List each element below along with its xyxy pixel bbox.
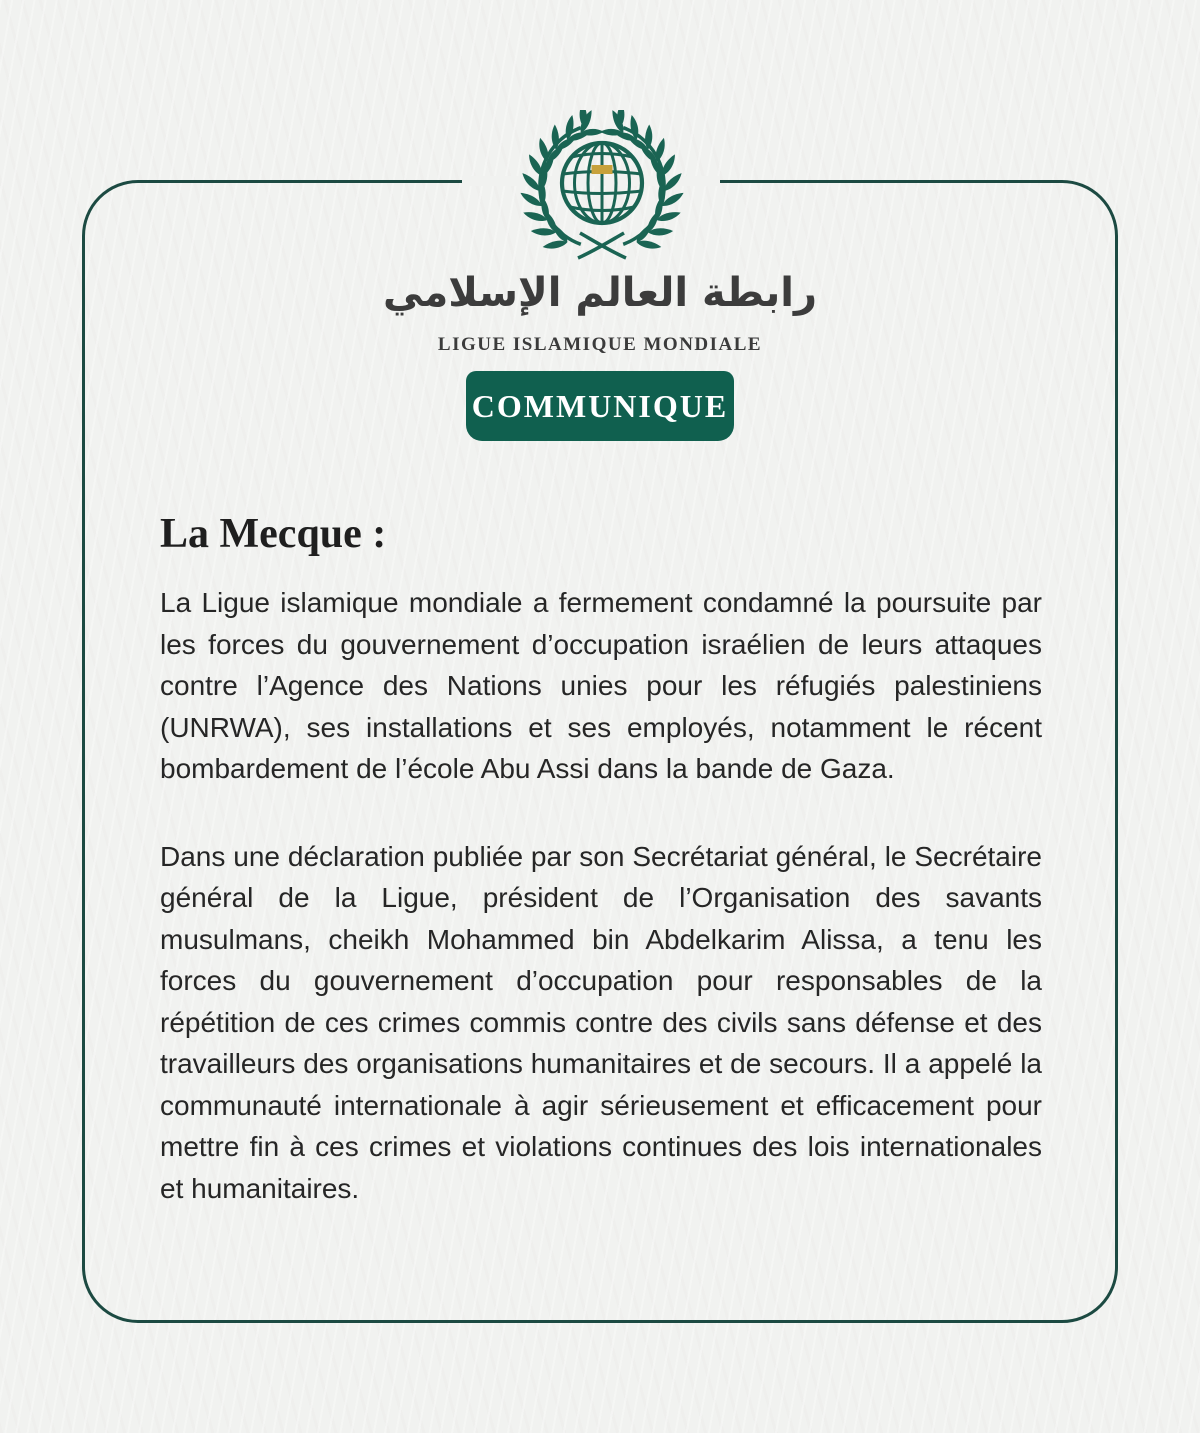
arabic-org-name: رابطة العالم الإسلامي (383, 270, 817, 316)
dateline-heading: La Mecque : (160, 511, 387, 557)
communique-banner-label: COMMUNIQUE (471, 387, 729, 424)
communique-banner (466, 371, 734, 441)
article-paragraph-2: Dans une déclaration publiée par son Secrétariat général, le Secrétaire général de la Ligue, président de l’Organisation des savants musulmans, cheikh Mohammed bin Abdelkarim Alissa, a tenu les forces du gouvernement d’occupation pour responsables de la répétition de ces crimes commis contre des civils sans défense et des travailleurs des organisations humanitaires et de secours. Il a appelé la communauté internationale à agir sérieusement et efficacement pour mettre fin à ces crimes et violations continues des lois internationales et humanitaires. (160, 840, 1042, 1204)
mwl-logo-wreath-globe-icon (486, 110, 718, 272)
article (160, 512, 1042, 1209)
kaaba-icon (592, 165, 613, 174)
org-name: LIGUE ISLAMIQUE MONDIALE (437, 334, 763, 355)
globe-icon (562, 143, 642, 223)
article-paragraph-1: La Ligue islamique mondiale a fermement condamné la poursuite par les forces du gouvernement d’occupation israélien de leurs attaques contre l’Agence des Nations unies pour les réfugiés palestiniens (UNRWA), ses installations et ses employés, notamment le récent bombardement de l’école Abu Assi dans la bande de Gaza. (160, 587, 1042, 784)
